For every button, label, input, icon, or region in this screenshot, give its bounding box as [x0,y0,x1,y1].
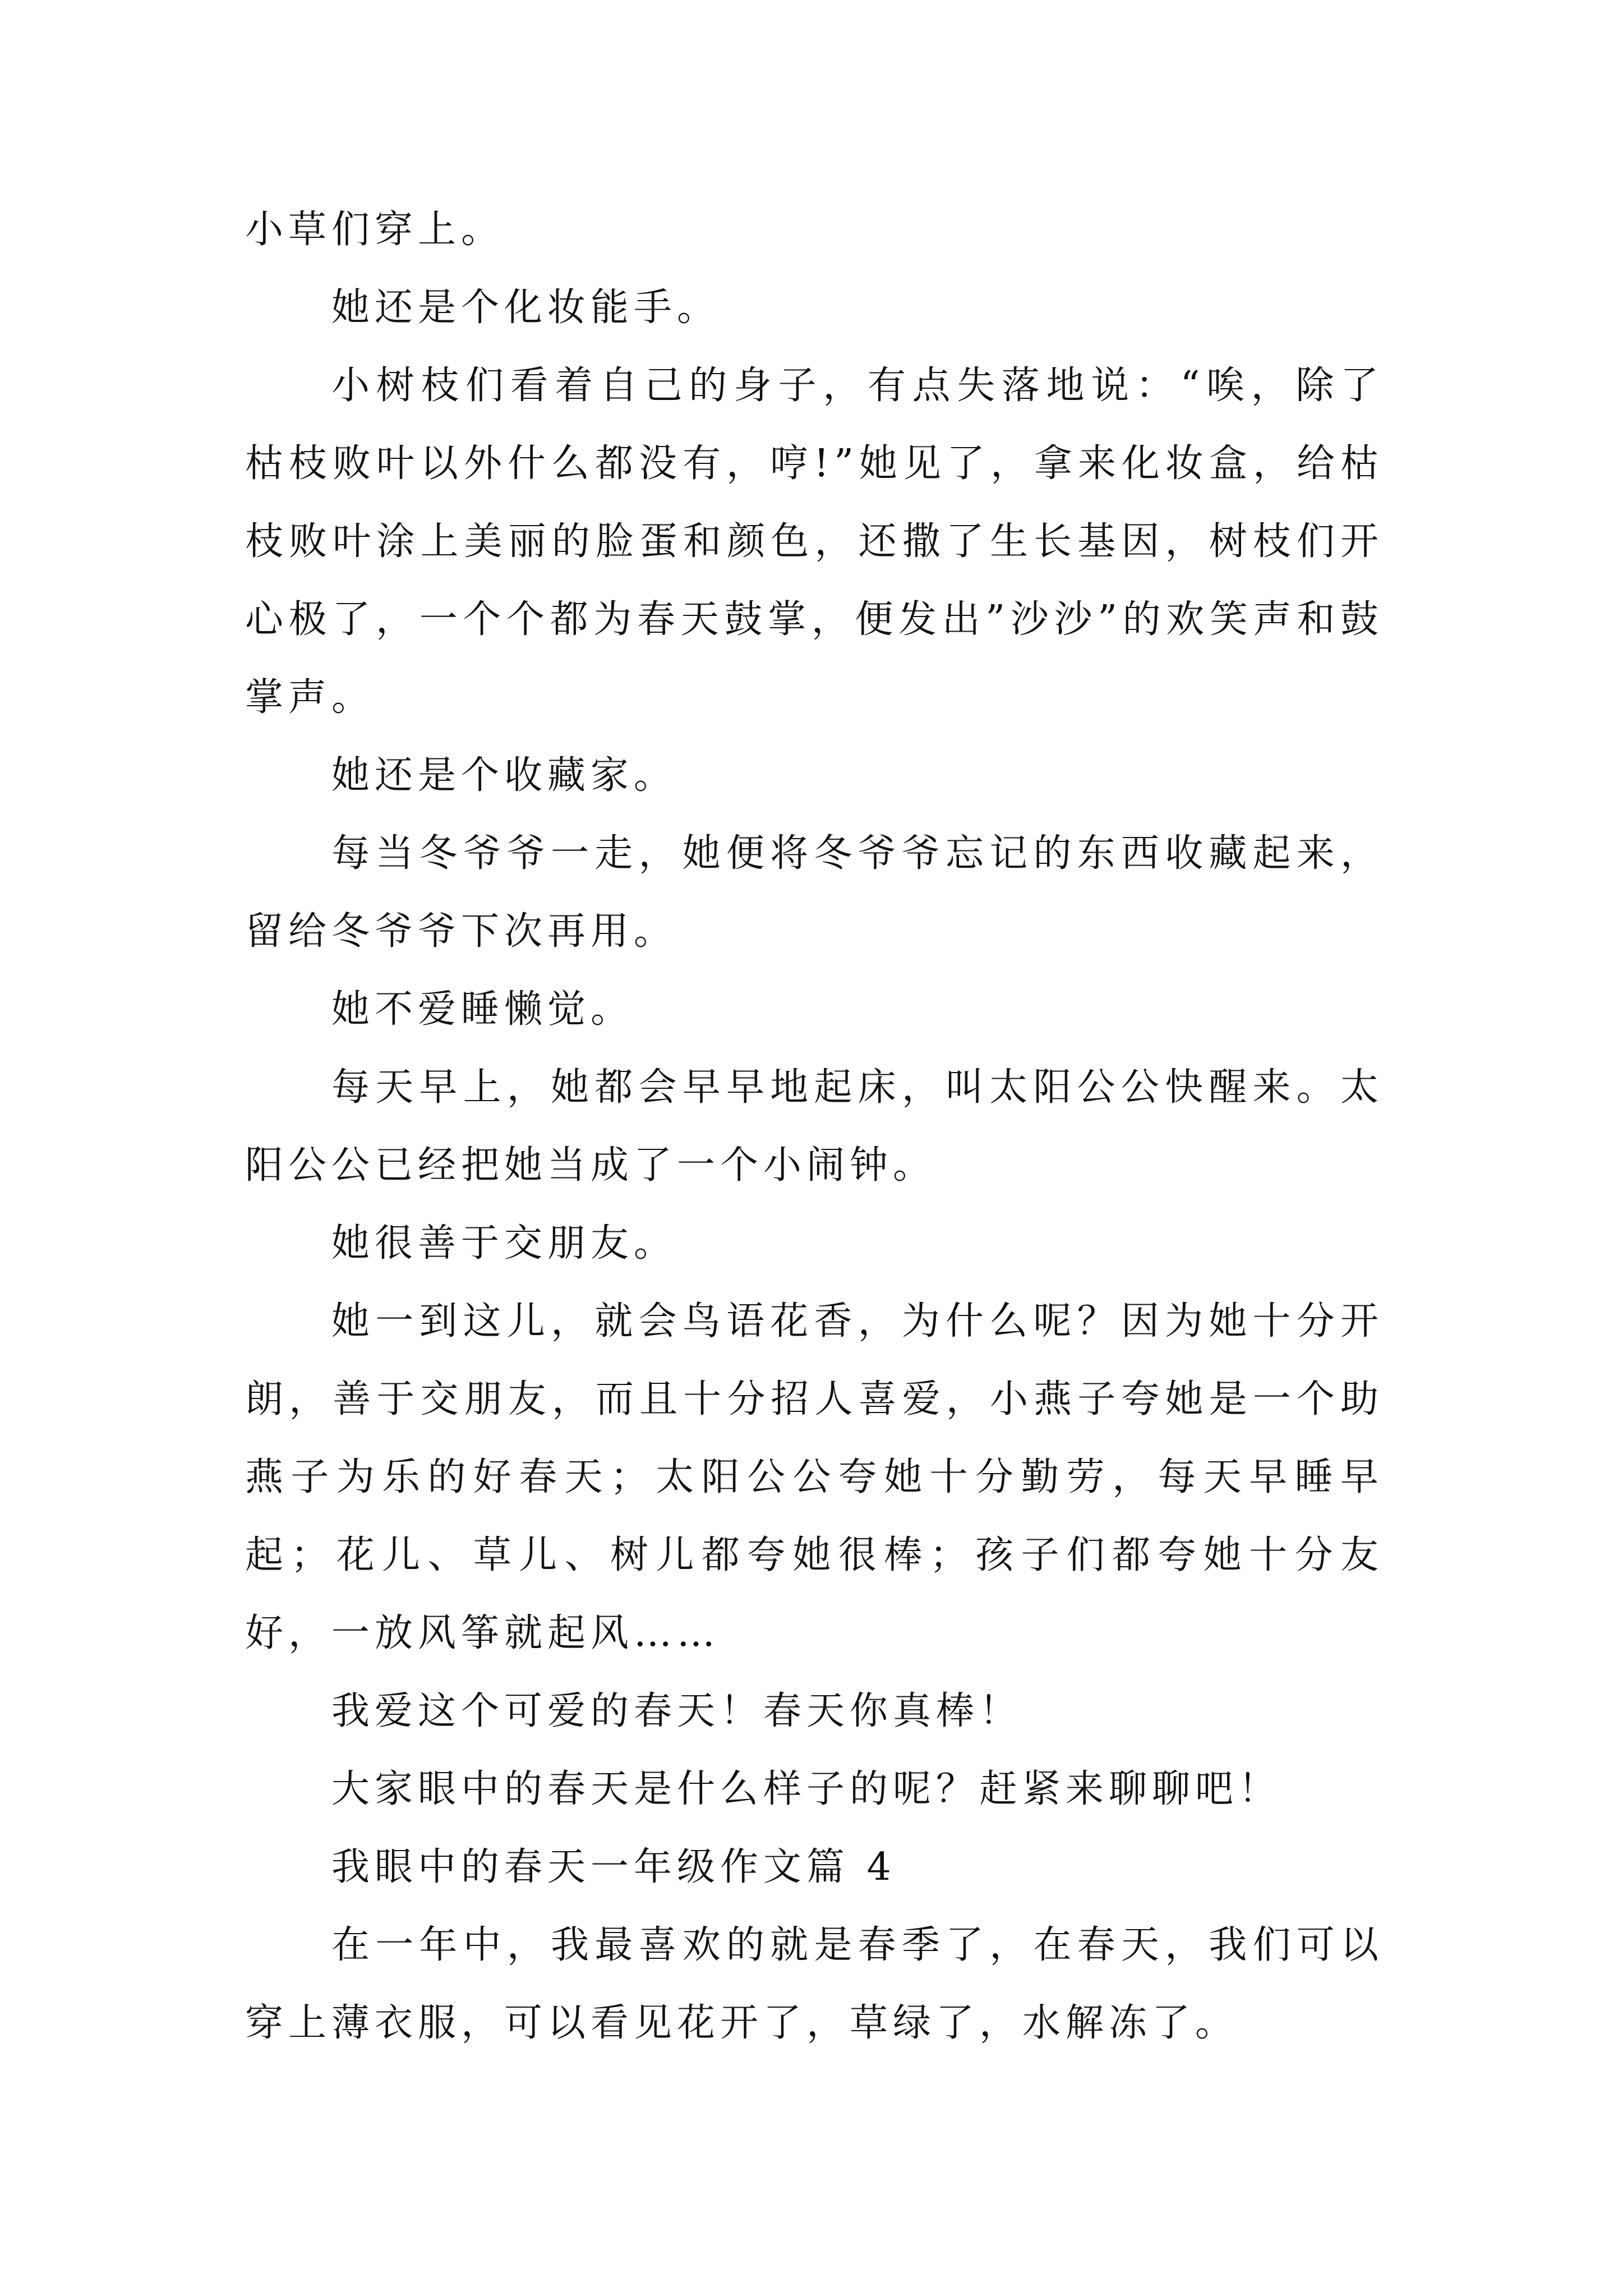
paragraph: 她还是个收藏家。 [331,753,677,798]
paragraph: 她不爱睡懒觉。 [331,987,634,1032]
paragraph: 小树枝们看着自己的身子，有点失落地说：“唉，除了枯枝败叶以外什么都没有，哼!”她见了，拿来化妆盒，给枯枝败叶涂上美丽的脸蛋和颜色，还撒了生长基因，树枝们开心极了，一个个都为春天鼓掌，便发出”沙沙”的欢笑声和鼓掌声。 [245,364,1384,720]
paragraph: 小草们穿上。 [245,208,505,252]
section-heading: 我眼中的春天一年级作文篇 4 [331,1845,896,1889]
paragraph: 她还是个化妆能手。 [331,286,721,330]
paragraph: 她很善于交朋友。 [331,1221,677,1266]
document-body [245,191,1384,2062]
paragraph: 每天早上，她都会早早地起床，叫太阳公公快醒来。太阳公公已经把她当成了一个小闹钟。 [245,1065,1384,1188]
paragraph: 我爱这个可爱的春天！春天你真棒！ [331,1689,1023,1733]
paragraph: 每当冬爷爷一走，她便将冬爷爷忘记的东西收藏起来，留给冬爷爷下次再用。 [245,831,1384,954]
paragraph: 她一到这儿，就会鸟语花香，为什么呢？因为她十分开朗，善于交朋友，而且十分招人喜爱，小燕子夸她是一个助燕子为乐的好春天；太阳公公夸她十分勤劳，每天早睡早起；花儿、草儿、树儿都夸她很棒；孩子们都夸她十分友好，一放风筝就起风…… [245,1299,1384,1655]
paragraph: 大家眼中的春天是什么样子的呢？赶紧来聊聊吧！ [331,1767,1282,1811]
paragraph: 在一年中，我最喜欢的就是春季了，在春天，我们可以穿上薄衣服，可以看见花开了，草绿了，水解冻了。 [245,1923,1384,2045]
